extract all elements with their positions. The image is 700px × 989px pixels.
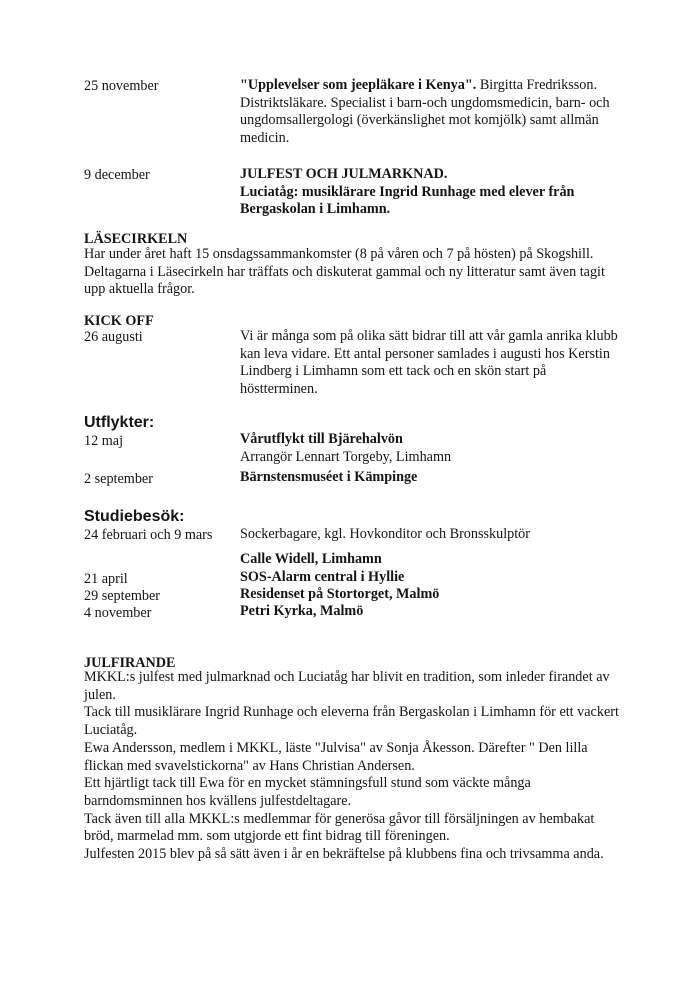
section-heading-utflykter: Utflykter:	[84, 414, 155, 431]
event-desc-line: Distriktsläkare. Specialist i barn-och ungdomsmedicin, barn- och	[240, 94, 610, 111]
paragraph-line: upp aktuella frågor.	[84, 281, 195, 298]
paragraph-line: höstterminen.	[240, 380, 318, 397]
paragraph-line: Ewa Andersson, medlem i MKKL, läste "Julvisa" av Sonja Åkesson. Därefter " Den lilla	[84, 739, 588, 756]
studiebesok-date: 24 februari och 9 mars	[84, 527, 213, 543]
paragraph-line: flickan med svavelstickorna" av Hans Christian Andersen.	[84, 757, 415, 774]
event-desc-line: medicin.	[240, 129, 290, 146]
utflykt-date: 2 september	[84, 471, 153, 487]
event-block-nov25	[240, 77, 610, 147]
studiebesok-description: Sockerbagare, kgl. Hovkonditor och Bronsskulptör	[240, 526, 531, 542]
event-desc-line: Luciatåg: musiklärare Ingrid Runhage med elever från	[240, 183, 575, 200]
studiebesok-place: Residenset på Stortorget, Malmö	[240, 586, 440, 602]
paragraph-line: Har under året haft 15 onsdagssammankomster (8 på våren och 7 på hösten) på Skogshill.	[84, 246, 594, 262]
studiebesok-date: 4 november	[84, 605, 152, 621]
event-title-nov25: "Upplevelser som jeepläkare i Kenya".	[240, 77, 477, 93]
paragraph-line: Deltagarna i Läsecirkeln har träffats och diskuterat gammal och ny litteratur samt även tagit	[84, 263, 605, 280]
paragraph-line: kan leva vidare. Ett antal personer samlades i augusti hos Kerstin	[240, 345, 610, 362]
paragraph-line: Vi är många som på olika sätt bidrar till att vår gamla anrika klubb	[240, 328, 618, 344]
section-heading-kickoff: KICK OFF	[84, 313, 154, 329]
kickoff-paragraph	[240, 328, 618, 398]
utflykt-organizer: Arrangör Lennart Torgeby, Limhamn	[240, 449, 452, 465]
section-heading-lasecirkeln: LÄSECIRKELN	[84, 231, 188, 247]
studiebesok-date: 29 september	[84, 588, 161, 604]
event-date-nov25: 25 november	[84, 78, 159, 94]
event-desc-line: ungdomsallergologi (överkänslighet mot komjölk) samt allmän	[240, 112, 599, 129]
paragraph-line: MKKL:s julfest med julmarknad och Luciatåg har blivit en tradition, som inleder firandet av	[84, 669, 610, 685]
utflykt-title: Bärnstensmuséet i Kämpinge	[240, 469, 418, 485]
kickoff-date: 26 augusti	[84, 329, 143, 345]
studiebesok-place: Petri Kyrka, Malmö	[240, 603, 364, 619]
event-block-dec9	[240, 166, 574, 219]
paragraph-line: Luciatåg.	[84, 722, 138, 739]
section-heading-studiebesok: Studiebesök:	[84, 508, 185, 525]
event-speaker-nov25: Birgitta Fredriksson.	[476, 77, 598, 93]
paragraph-line: Lindberg i Limhamn som ett tack och en skön start på	[240, 363, 547, 380]
utflykt-title: Vårutflykt till Bjärehalvön	[240, 431, 403, 447]
lasecirkeln-paragraph	[84, 246, 605, 299]
studiebesok-place: Calle Widell, Limhamn	[240, 551, 382, 567]
paragraph-line: julen.	[84, 686, 116, 703]
section-heading-julfirande: JULFIRANDE	[84, 655, 176, 671]
paragraph-line: Ett hjärtligt tack till Ewa för en mycket stämningsfull stund som väckte många	[84, 775, 531, 792]
utflykt-date: 12 maj	[84, 433, 124, 449]
event-desc-line: Bergaskolan i Limhamn.	[240, 201, 391, 218]
event-title-dec9: JULFEST OCH JULMARKNAD.	[240, 166, 448, 182]
studiebesok-place: SOS-Alarm central i Hyllie	[240, 569, 405, 585]
event-date-dec9: 9 december	[84, 167, 150, 183]
julfirande-paragraph	[84, 669, 619, 864]
paragraph-line: bröd, marmelad mm. som utgjorde ett fint bidrag till föreningen.	[84, 828, 450, 845]
studiebesok-date: 21 april	[84, 571, 128, 587]
paragraph-line: Julfesten 2015 blev på så sätt även i år en bekräftelse på klubbens fina och trivsamma anda.	[84, 846, 604, 863]
paragraph-line: barndomsminnen hos kvällens julfestdeltagare.	[84, 792, 352, 809]
paragraph-line: Tack även till alla MKKL:s medlemmar för generösa gåvor till försäljningen av hembakat	[84, 810, 595, 827]
paragraph-line: Tack till musiklärare Ingrid Runhage och eleverna från Bergaskolan i Limhamn för ett vackert	[84, 704, 619, 721]
